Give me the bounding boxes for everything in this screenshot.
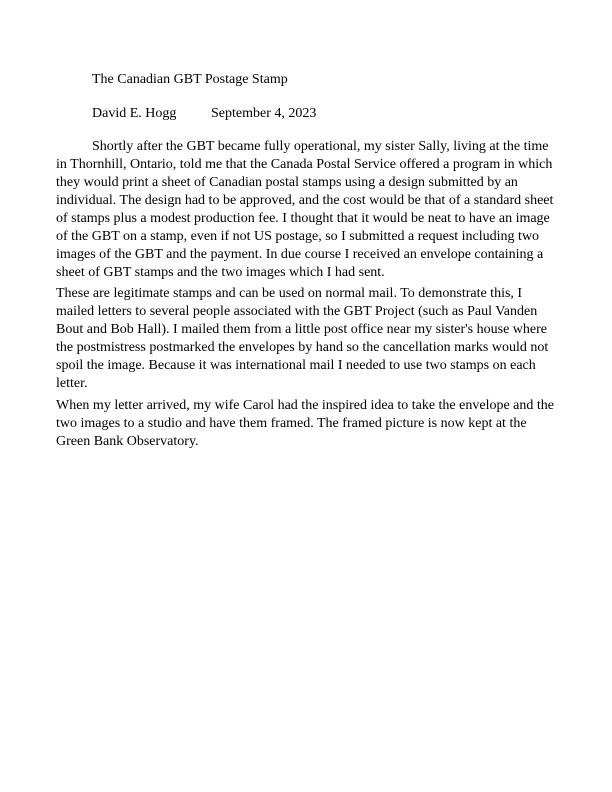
paragraph-line: individual. The design had to be approved, and the cost would be that of a standard sheet [56, 193, 554, 208]
paragraph-line: the postmistress postmarked the envelopes by hand so the cancellation marks would not [56, 340, 549, 355]
paragraph-line: they would print a sheet of Canadian postal stamps using a design submitted by an [56, 175, 518, 190]
paragraph-line: letter. [56, 376, 88, 391]
paragraph-line: These are legitimate stamps and can be used on normal mail. To demonstrate this, I [56, 286, 523, 301]
paragraph-line: of the GBT on a stamp, even if not US postage, so I submitted a request including two [56, 229, 540, 244]
document-author: David E. Hogg [92, 106, 177, 121]
paragraph-line: Shortly after the GBT became fully operational, my sister Sally, living at the time [92, 139, 549, 154]
paragraph-2 [56, 285, 556, 393]
paragraph-line: spoil the image. Because it was international mail I needed to use two stamps on each [56, 358, 536, 373]
paragraph-1 [56, 138, 556, 282]
document-date: September 4, 2023 [211, 106, 317, 121]
paragraph-line: in Thornhill, Ontario, told me that the Canada Postal Service offered a program in which [56, 157, 553, 172]
paragraph-line: mailed letters to several people associated with the GBT Project (such as Paul Vanden [56, 304, 538, 319]
paragraph-3 [56, 397, 556, 451]
paragraph-line: images of the GBT and the payment. In due course I received an envelope containing a [56, 247, 544, 262]
paragraph-line: sheet of GBT stamps and the two images which I had sent. [56, 265, 385, 280]
paragraph-line: When my letter arrived, my wife Carol had the inspired idea to take the envelope and the [56, 398, 554, 413]
paragraph-line: Bout and Bob Hall). I mailed them from a little post office near my sister's house where [56, 322, 547, 337]
paragraph-line: Green Bank Observatory. [56, 434, 199, 449]
document-title: The Canadian GBT Postage Stamp [92, 72, 288, 87]
paragraph-line: two images to a studio and have them framed. The framed picture is now kept at the [56, 416, 527, 431]
paragraph-line: of stamps plus a modest production fee. I thought that it would be neat to have an image [56, 211, 550, 226]
